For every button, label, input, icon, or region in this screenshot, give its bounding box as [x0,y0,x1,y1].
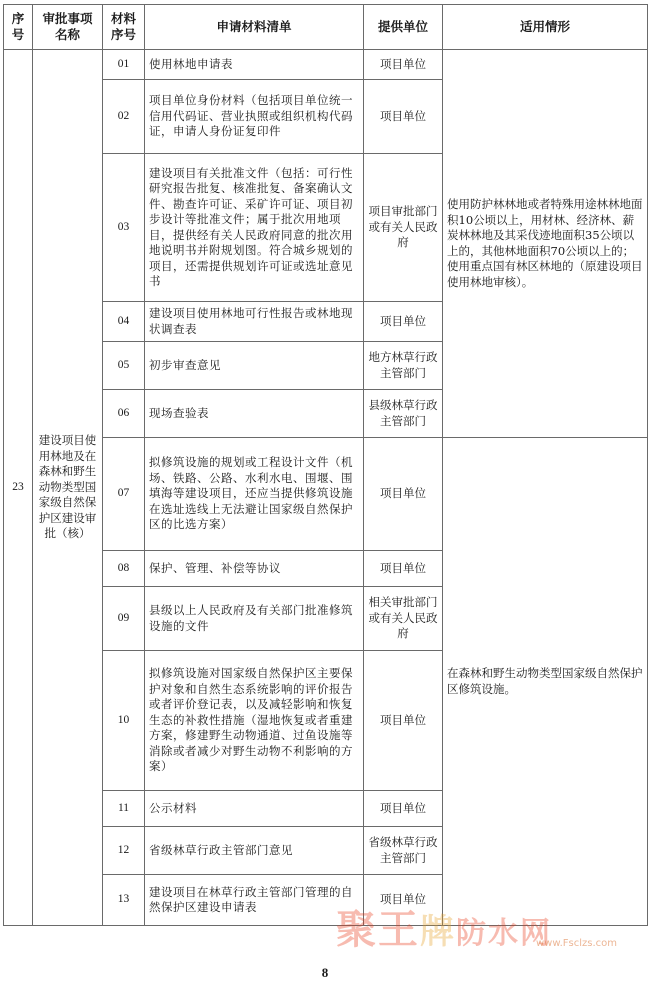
provider-text: 省级林草行政主管部门 [364,827,443,875]
watermark-brand-tail: 防水网 [456,916,552,951]
provider-text: 项目单位 [364,551,443,587]
header-provider: 提供单位 [364,5,443,50]
table-row [4,50,648,80]
provider-text: 相关审批部门或有关人民政府 [364,587,443,651]
material-index: 04 [103,302,145,342]
watermark-brand-main: 聚王 [336,907,420,953]
material-text: 拟修筑设施的规划或工程设计文件（机场、铁路、公路、水利水电、围堰、围填海等建设项目，还应当提供修筑设施在选址选线上无法避让国家级自然保护区的比选方案） [145,438,364,551]
material-text: 建设项目在林草行政主管部门管理的自然保护区建设申请表 [145,875,364,926]
material-index: 06 [103,390,145,438]
material-text: 保护、管理、补偿等协议 [145,551,364,587]
material-text: 拟修筑设施对国家级自然保护区主要保护对象和自然生态系统影响的评价报告或者评价登记表，以及减轻影响和恢复生态的补救性措施（湿地恢复或者重建方案，修建野生动物通道、过鱼设施等消除或者减少对野生动物不利影响的方案） [145,651,364,791]
provider-text: 项目单位 [364,438,443,551]
material-index: 08 [103,551,145,587]
material-index: 10 [103,651,145,791]
approval-materials-table [3,4,648,926]
provider-text: 项目单位 [364,80,443,154]
material-index: 03 [103,154,145,302]
header-serial: 序号 [4,5,33,50]
condition-text: 使用防护林林地或者特殊用途林林地面积10公顷以上，用材林、经济林、薪炭林林地及其采伐迹地面积35公顷以上的，其他林地面积70公顷以上的；使用重点国有林区林地的（原建设项目使用林地审核）。 [443,50,648,438]
watermark-url: www.Fsclzs.com [536,938,618,949]
condition-text: 在森林和野生动物类型国家级自然保护区修筑设施。 [443,438,648,926]
material-index: 09 [103,587,145,651]
material-text: 使用林地申请表 [145,50,364,80]
provider-text: 项目单位 [364,50,443,80]
provider-text: 项目单位 [364,791,443,827]
material-text: 建设项目有关批准文件（包括：可行性研究报告批复、核准批复、备案确认文件、勘查许可证、采矿许可证、项目初步设计等批准文件；属于批次用地项目，提供经有关人民政府同意的批次用地说明书并附规划图。符合城乡规划的项目，还需提供规划许可证或选址意见书 [145,154,364,302]
item-serial: 23 [4,50,33,926]
material-text: 省级林草行政主管部门意见 [145,827,364,875]
provider-text: 县级林草行政主管部门 [364,390,443,438]
material-text: 初步审查意见 [145,342,364,390]
table-header-row [4,5,648,50]
material-text: 县级以上人民政府及有关部门批准修筑设施的文件 [145,587,364,651]
material-text: 公示材料 [145,791,364,827]
page-number: 8 [321,965,329,980]
material-index: 05 [103,342,145,390]
provider-text: 项目单位 [364,651,443,791]
watermark-brand-mid: 牌 [420,912,456,952]
header-material-index: 材料序号 [103,5,145,50]
material-text: 现场查验表 [145,390,364,438]
material-index: 11 [103,791,145,827]
header-item-name: 审批事项名称 [33,5,103,50]
header-materials: 申请材料清单 [145,5,364,50]
material-index: 01 [103,50,145,80]
material-index: 02 [103,80,145,154]
material-text: 建设项目使用林地可行性报告或林地现状调查表 [145,302,364,342]
provider-text: 地方林草行政主管部门 [364,342,443,390]
material-index: 12 [103,827,145,875]
item-name: 建设项目使用林地及在森林和野生动物类型国家级自然保护区建设审批（核） [33,50,103,926]
provider-text: 项目审批部门或有关人民政府 [364,154,443,302]
material-text: 项目单位身份材料（包括项目单位统一信用代码证、营业执照或组织机构代码证，申请人身份证复印件 [145,80,364,154]
material-index: 07 [103,438,145,551]
header-condition: 适用情形 [443,5,648,50]
provider-text: 项目单位 [364,875,443,926]
provider-text: 项目单位 [364,302,443,342]
material-index: 13 [103,875,145,926]
